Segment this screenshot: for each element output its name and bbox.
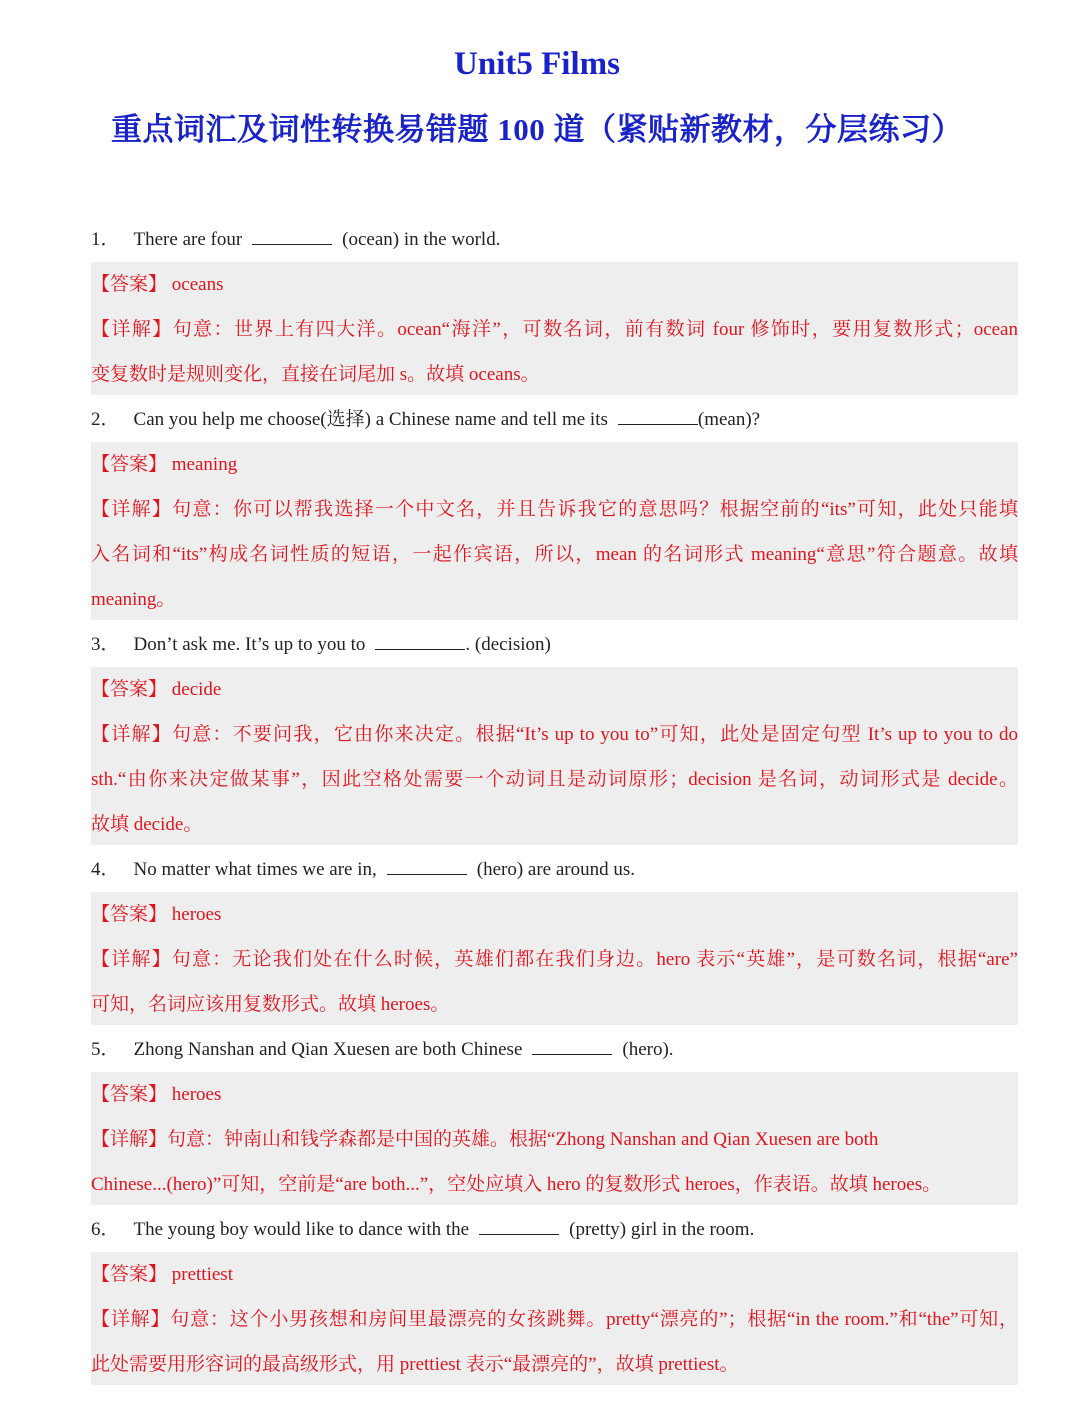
answer-value: heroes bbox=[171, 1084, 222, 1105]
answer-label: 【答案】 bbox=[91, 904, 168, 925]
answer-label: 【答案】 bbox=[91, 1084, 168, 1105]
page-title: Unit5 Films bbox=[454, 46, 620, 82]
answer-value: heroes bbox=[171, 904, 222, 925]
explain-line: 可知，名词应该用复数形式。故填 heroes。 bbox=[91, 994, 450, 1015]
question-text: Don’t ask me. It’s up to you to bbox=[133, 634, 366, 655]
answer-box-5 bbox=[91, 1072, 1018, 1205]
explain-text: 句意：不要问我，它由你来决定。根据“It’s up to you to”可知，此处是固定句型 It’s up to you to do bbox=[171, 724, 1018, 745]
answer-box-2 bbox=[91, 442, 1018, 620]
question-number: 4． bbox=[91, 859, 120, 880]
explain-line: Chinese...(hero)”可知，空前是“are both...”，空处应填入 hero 的复数形式 heroes，作表语。故填 heroes。 bbox=[91, 1174, 942, 1195]
question-2 bbox=[91, 397, 1021, 442]
explain-line: 此处需要用形容词的最高级形式，用 prettiest 表示“最漂亮的”，故填 prettiest。 bbox=[91, 1354, 739, 1375]
question-text: There are four bbox=[133, 229, 243, 250]
explain-label: 【详解】 bbox=[91, 949, 172, 970]
answer-value: prettiest bbox=[171, 1264, 233, 1285]
question-hint: (hero). bbox=[622, 1039, 674, 1060]
question-number: 1． bbox=[91, 229, 120, 250]
explain-line bbox=[91, 937, 1018, 982]
answer-value: decide bbox=[171, 679, 222, 700]
question-number: 3． bbox=[91, 634, 120, 655]
answer-blank bbox=[532, 1036, 612, 1055]
question-hint: . (decision) bbox=[465, 634, 551, 655]
answer-box-3 bbox=[91, 667, 1018, 845]
explain-text: 句意：钟南山和钱学森都是中国的英雄。根据“Zhong Nanshan and Qian Xuesen are both bbox=[167, 1129, 879, 1150]
question-3 bbox=[91, 622, 1021, 667]
answer-box-1 bbox=[91, 262, 1018, 395]
answer-label: 【答案】 bbox=[91, 454, 168, 475]
explain-text: 句意：无论我们处在什么时候，英雄们都在我们身边。hero 表示“英雄”，是可数名词，根据“are” bbox=[171, 949, 1018, 970]
answer-line bbox=[91, 667, 1018, 712]
explain-label: 【详解】 bbox=[91, 499, 173, 520]
answer-blank bbox=[479, 1216, 559, 1235]
question-4 bbox=[91, 847, 1021, 892]
question-text: Zhong Nanshan and Qian Xuesen are both Chinese bbox=[133, 1039, 523, 1060]
explain-line bbox=[91, 1297, 1018, 1342]
answer-box-6 bbox=[91, 1252, 1018, 1385]
question-text: Can you help me choose(选择) a Chinese name and tell me its bbox=[133, 409, 608, 430]
answer-label: 【答案】 bbox=[91, 1264, 168, 1285]
explain-line: meaning。 bbox=[91, 589, 176, 610]
answer-line bbox=[91, 262, 1018, 307]
explain-label: 【详解】 bbox=[91, 724, 172, 745]
answer-blank bbox=[387, 856, 467, 875]
question-6 bbox=[91, 1207, 1021, 1252]
explain-label: 【详解】 bbox=[91, 1129, 168, 1150]
explain-line bbox=[91, 1117, 1018, 1162]
answer-value: oceans bbox=[171, 274, 224, 295]
explain-line: 变复数时是规则变化，直接在词尾加 s。故填 oceans。 bbox=[91, 364, 540, 385]
page-subtitle: 重点词汇及词性转换易错题 100 道（紧贴新教材，分层练习） bbox=[111, 112, 963, 147]
explain-text: 句意：世界上有四大洋。ocean“海洋”，可数名词，前有数词 four 修饰时，要用复数形式；ocean bbox=[172, 319, 1018, 340]
question-number: 6． bbox=[91, 1219, 120, 1240]
explain-line bbox=[91, 712, 1018, 757]
question-hint: (hero) are around us. bbox=[476, 859, 636, 880]
explain-text: 句意：你可以帮我选择一个中文名，并且告诉我它的意思吗？根据空前的“its”可知，此处只能填 bbox=[172, 499, 1018, 520]
answer-line bbox=[91, 1072, 1018, 1117]
answer-value: meaning bbox=[171, 454, 238, 475]
question-hint: (mean)? bbox=[697, 409, 761, 430]
question-text: The young boy would like to dance with the bbox=[133, 1219, 470, 1240]
question-number: 2． bbox=[91, 409, 120, 430]
answer-blank bbox=[375, 631, 465, 650]
explain-line: 故填 decide。 bbox=[91, 814, 203, 835]
question-hint: (ocean) in the world. bbox=[342, 229, 501, 250]
question-text: No matter what times we are in, bbox=[133, 859, 377, 880]
explain-line bbox=[91, 487, 1018, 532]
question-5 bbox=[91, 1027, 1021, 1072]
question-number: 5． bbox=[91, 1039, 120, 1060]
answer-blank bbox=[618, 406, 698, 425]
question-1 bbox=[91, 217, 1021, 262]
explain-label: 【详解】 bbox=[91, 319, 173, 340]
explain-line: 入名词和“its”构成名词性质的短语，一起作宾语，所以，mean 的名词形式 meaning“意思”符合题意。故填 bbox=[91, 544, 1018, 565]
explain-text: 句意：这个小男孩想和房间里最漂亮的女孩跳舞。pretty“漂亮的”；根据“in the room.”和“the”可知， bbox=[170, 1309, 1018, 1330]
explain-line: sth.“由你来决定做某事”，因此空格处需要一个动词且是动词原形；decision 是名词，动词形式是 decide。 bbox=[91, 769, 1018, 790]
answer-line bbox=[91, 892, 1018, 937]
answer-line bbox=[91, 1252, 1018, 1297]
answer-label: 【答案】 bbox=[91, 274, 168, 295]
answer-box-4 bbox=[91, 892, 1018, 1025]
answer-blank bbox=[252, 226, 332, 245]
explain-line bbox=[91, 307, 1018, 352]
answer-line bbox=[91, 442, 1018, 487]
answer-label: 【答案】 bbox=[91, 679, 168, 700]
explain-label: 【详解】 bbox=[91, 1309, 171, 1330]
question-hint: (pretty) girl in the room. bbox=[569, 1219, 755, 1240]
